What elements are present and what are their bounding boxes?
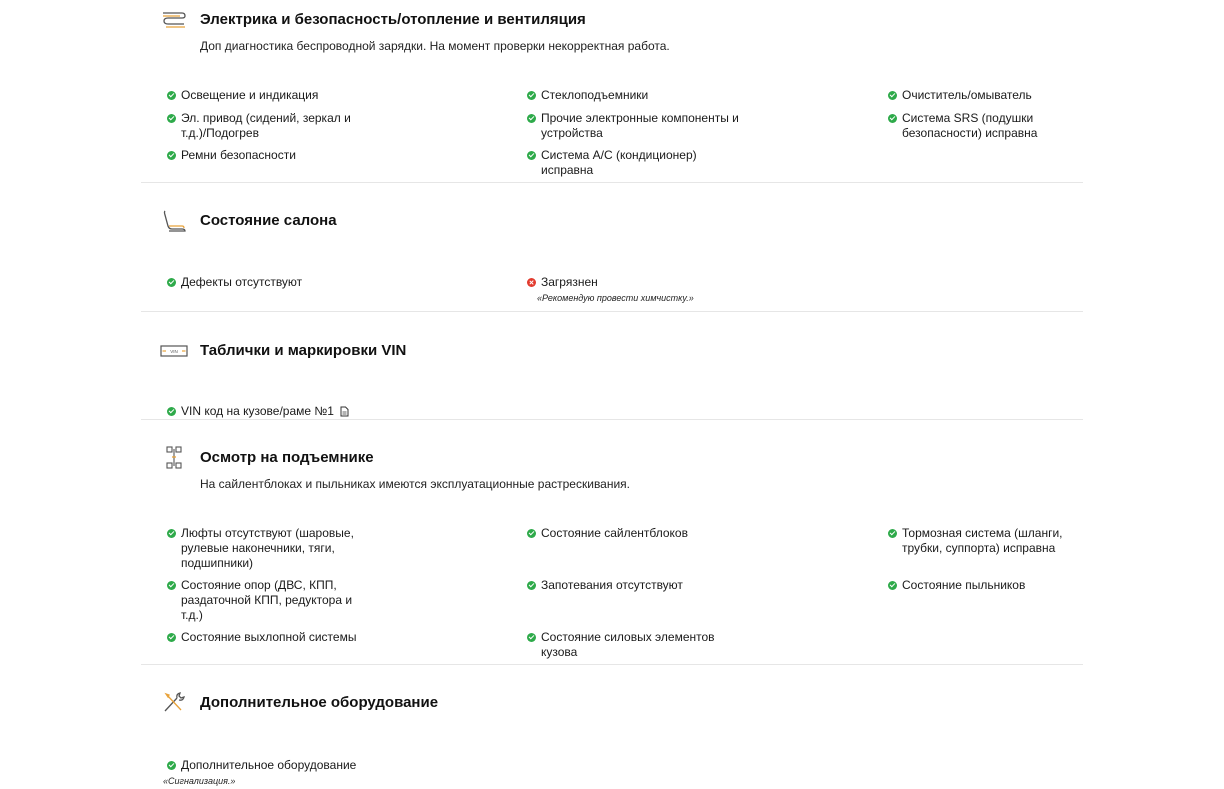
ok-status-icon: [167, 407, 176, 416]
check-item-leaks: Запотевания отсутствуют: [527, 578, 747, 593]
section-title: Осмотр на подъемнике: [200, 449, 374, 466]
ok-status-icon: [167, 91, 176, 100]
check-item-electronics: Прочие электронные компоненты и устройства: [527, 111, 749, 141]
check-item-lighting: Освещение и индикация: [167, 88, 367, 103]
section-header: [141, 339, 1083, 363]
section-title: Состояние салона: [200, 212, 337, 229]
fail-status-icon: [527, 278, 536, 287]
section-note: На сайлентблоках и пыльниках имеются эксплуатационные растрескивания.: [200, 477, 631, 491]
check-item-brakes: Тормозная система (шланги, трубки, суппорта) исправна: [888, 526, 1083, 556]
section-header: [141, 209, 1083, 233]
check-item-mounts: Состояние опор (ДВС, КПП, раздаточной КПП, редуктора и т.д.): [167, 578, 365, 623]
check-item-washer: Очиститель/омыватель: [888, 88, 1078, 103]
ok-status-icon: [167, 114, 176, 123]
section-note: Доп диагностика беспроводной зарядки. На момент проверки некорректная работа.: [200, 39, 670, 53]
ok-status-icon: [888, 91, 897, 100]
document-icon[interactable]: [340, 406, 349, 417]
svg-text:VIN: VIN: [170, 349, 178, 354]
check-item-exhaust: Состояние выхлопной системы: [167, 630, 387, 645]
ok-status-icon: [527, 581, 536, 590]
check-item-power-drive: Эл. привод (сидений, зеркал и т.д.)/Подогрев: [167, 111, 363, 141]
section-electrics: [141, 0, 1083, 183]
check-item-no-defects: Дефекты отсутствуют: [167, 275, 367, 290]
section-vin: [141, 312, 1083, 420]
ok-status-icon: [527, 114, 536, 123]
ok-status-icon: [167, 761, 176, 770]
item-comment: «Рекомендую провести химчистку.»: [537, 293, 694, 303]
check-item-srs: Система SRS (подушки безопасности) исправна: [888, 111, 1058, 141]
section-interior: [141, 183, 1083, 312]
tools-icon: [160, 691, 188, 715]
ok-status-icon: [888, 529, 897, 538]
section-title: Таблички и маркировки VIN: [200, 342, 407, 359]
ok-status-icon: [888, 114, 897, 123]
ok-status-icon: [167, 581, 176, 590]
ok-status-icon: [527, 151, 536, 160]
ok-status-icon: [527, 91, 536, 100]
check-item-silentblocks: Состояние сайлентблоков: [527, 526, 747, 541]
check-item-extra-equipment: Дополнительное оборудование «Сигнализация.»: [167, 758, 397, 789]
check-item-boots: Состояние пыльников: [888, 578, 1078, 593]
item-comment: «Сигнализация.»: [163, 776, 236, 786]
check-item-body-structure: Состояние силовых элементов кузова: [527, 630, 727, 660]
section-header: [141, 446, 1083, 470]
ok-status-icon: [167, 529, 176, 538]
check-item-play: Люфты отсутствуют (шаровые, рулевые наконечники, тяги, подшипники): [167, 526, 367, 571]
vin-plate-icon: [160, 339, 188, 363]
section-lift: [141, 420, 1083, 665]
inspection-report: [141, 0, 1083, 786]
check-item-dirty: Загрязнен «Рекомендую провести химчистку.»: [527, 275, 747, 306]
lift-icon: [160, 446, 188, 470]
section-header: [141, 691, 1083, 715]
electrics-icon: [160, 8, 188, 32]
ok-status-icon: [167, 278, 176, 287]
check-item-windows: Стеклоподъемники: [527, 88, 747, 103]
seat-icon: [160, 209, 188, 233]
check-item-belts: Ремни безопасности: [167, 148, 367, 163]
section-title: Дополнительное оборудование: [200, 694, 439, 711]
ok-status-icon: [167, 633, 176, 642]
section-header: [141, 8, 1083, 32]
ok-status-icon: [167, 151, 176, 160]
ok-status-icon: [527, 529, 536, 538]
section-equipment: [141, 665, 1083, 786]
check-item-ac: Система A/C (кондиционер) исправна: [527, 148, 707, 178]
ok-status-icon: [888, 581, 897, 590]
check-item-vin-body: VIN код на кузове/раме №1: [167, 404, 427, 419]
section-title: Электрика и безопасность/отопление и вентиляция: [200, 11, 586, 28]
ok-status-icon: [527, 633, 536, 642]
